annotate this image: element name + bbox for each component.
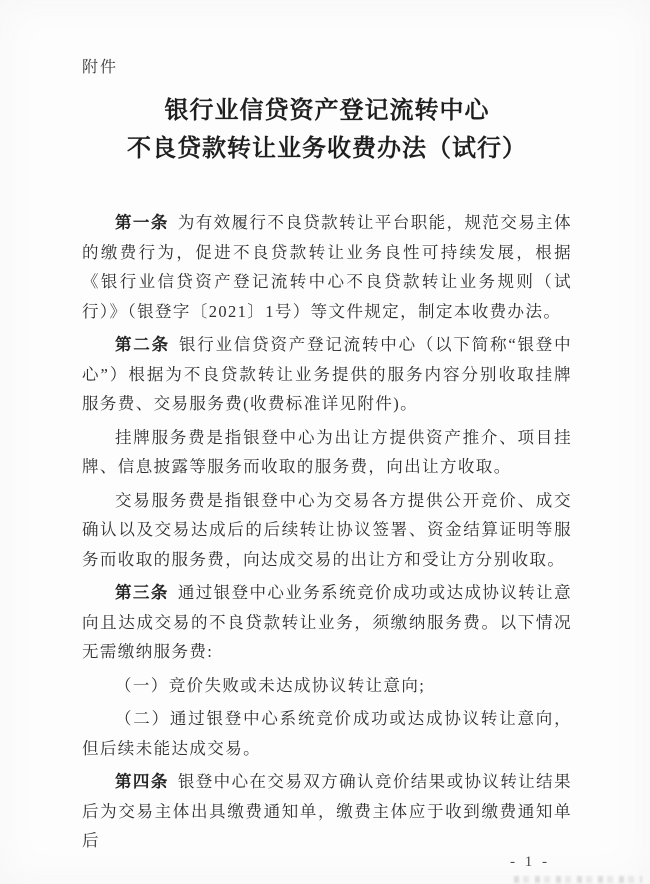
article-label: 第二条 [115,335,170,354]
paragraph-article-1 [82,208,572,326]
article-label: 第四条 [115,772,169,791]
paragraph-text: 为有效履行不良贷款转让平台职能，规范交易主体的缴费行为，促进不良贷款转让业务良性可持续发展，根据《银行业信贷资产登记流转中心不良贷款转让业务规则（试行）》（银登字〔2021〕1号）等文件规定，制定本收费办法。 [82,213,572,321]
article-label: 第三条 [115,583,169,602]
paragraph-text: 通过银登中心业务系统竞价成功或达成协议转让意向且达成交易的不良贷款转让业务，须缴纳服务费。以下情况无需缴纳服务费: [82,583,572,661]
paragraph-article-4 [82,767,572,856]
document-body [82,208,572,856]
document-content [82,0,572,860]
paragraph-item-1 [82,671,572,701]
page-number: - 1 - [510,854,550,870]
paragraph-transaction-fee [82,486,572,575]
document-title-line-2: 不良贷款转让业务收费办法（试行） [127,136,527,162]
paragraph-text: 挂牌服务费是指银登中心为出让方提供资产推介、项目挂牌、信息披露等服务而收取的服务费，向出让方收取。 [82,427,572,476]
paragraph-listing-fee [82,423,572,482]
paragraph-article-2 [82,330,572,419]
paragraph-text: （一）竞价失败或未达成协议转让意向; [115,675,426,695]
watermark-smudge [514,876,642,883]
article-label: 第一条 [115,213,169,232]
paragraph-text: 银行业信贷资产登记流转中心（以下简称“银登中心”）根据为不良贷款转让业务提供的服务内容分别收取挂牌服务费、交易服务费(收费标准详见附件)。 [82,335,573,413]
attachment-label: 附件 [82,59,119,76]
paragraph-item-2 [82,704,572,763]
paragraph-text: （二）通过银登中心系统竞价成功或达成协议转让意向，但后续未能达成交易。 [82,709,572,758]
paragraph-text: 银登中心在交易双方确认竞价结果或协议转让结果后为交易主体出具缴费通知单，缴费主体应于收到缴费通知单后 [82,772,572,850]
document-title [82,92,572,168]
document-title-line-1: 银行业信贷资产登记流转中心 [164,98,490,124]
paragraph-text: 交易服务费是指银登中心为交易各方提供公开竞价、成交确认以及交易达成后的后续转让协议签署、资金结算证明等服务而收取的服务费，向达成交易的出让方和受让方分别收取。 [82,490,572,569]
paragraph-article-3 [82,578,572,667]
